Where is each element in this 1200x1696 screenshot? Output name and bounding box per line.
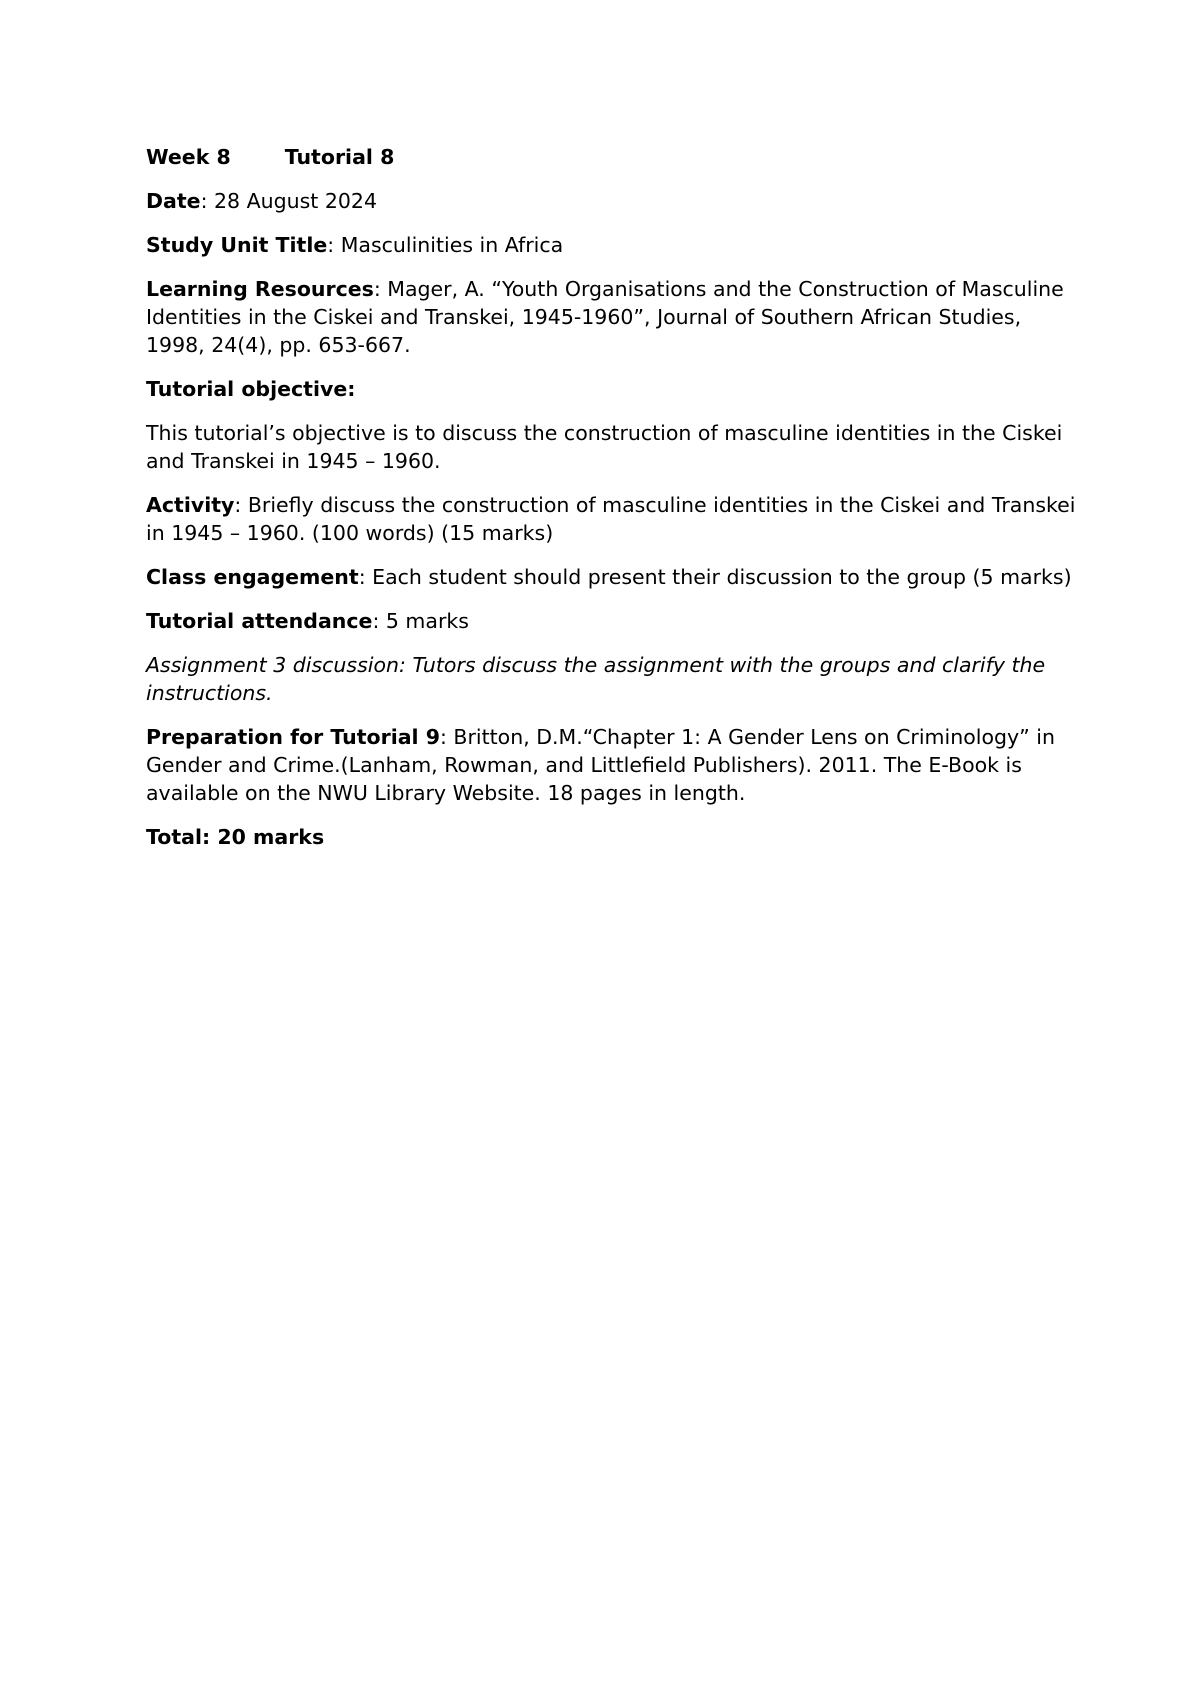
class-engagement-label: Class engagement [146, 565, 359, 589]
activity-line [146, 491, 1086, 547]
preparation-value: : Britton, D.M.“Chapter 1: A Gender Lens on Criminology” in Gender and Crime.(Lanham, Rowman, and Littlefield Publishers). 2011. The E-Book is available on the NWU Library Website. 18 pages in length. [146, 725, 1055, 805]
preparation-line [146, 723, 1086, 807]
date-line [146, 187, 1086, 215]
activity-label: Activity [146, 493, 235, 517]
study-unit-line [146, 231, 1086, 259]
title-line [146, 143, 1086, 171]
document-body [146, 143, 1086, 867]
assignment-note: Assignment 3 discussion: Tutors discuss the assignment with the groups and clarify the instructions. [146, 653, 1046, 705]
total-marks: Total: 20 marks [146, 825, 325, 849]
date-value: : 28 August 2024 [200, 189, 378, 213]
study-unit-value: : Masculinities in Africa [327, 233, 564, 257]
class-engagement-line [146, 563, 1086, 591]
objective-text: This tutorial’s objective is to discuss the construction of masculine identities in the Ciskei and Transkei in 1945 – 1960. [146, 421, 1063, 473]
tutorial-label: Tutorial 8 [284, 145, 395, 169]
activity-value: : Briefly discuss the construction of masculine identities in the Ciskei and Transkei in 1945 – 1960. (100 words) (15 marks) [146, 493, 1076, 545]
date-label: Date [146, 189, 201, 213]
attendance-label: Tutorial attendance [146, 609, 373, 633]
week-label: Week 8 [146, 145, 231, 169]
learning-resources-label: Learning Resources [146, 277, 374, 301]
learning-resources-line [146, 275, 1086, 359]
study-unit-label: Study Unit Title [146, 233, 328, 257]
preparation-label: Preparation for Tutorial 9 [146, 725, 440, 749]
attendance-line [146, 607, 1086, 635]
objective-heading: Tutorial objective: [146, 377, 356, 401]
class-engagement-value: : Each student should present their discussion to the group (5 marks) [358, 565, 1072, 589]
learning-resources-value: : Mager, A. “Youth Organisations and the Construction of Masculine Identities in the Ciskei and Transkei, 1945-1960”, Journal of Southern African Studies, 1998, 24(4), pp. 653-667. [146, 277, 1064, 357]
attendance-value: : 5 marks [372, 609, 469, 633]
